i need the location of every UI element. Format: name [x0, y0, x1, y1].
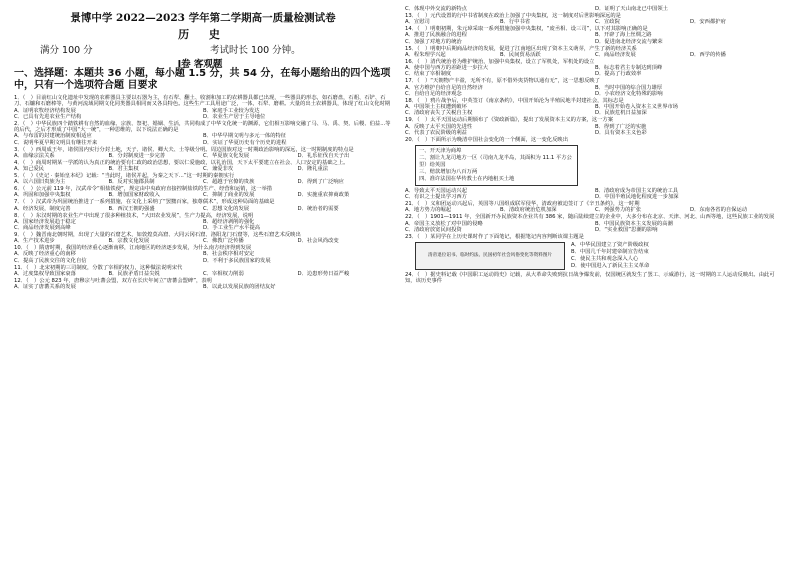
answer-option[interactable]: C．自给自足的经济观念	[405, 90, 462, 97]
answer-option[interactable]: C．宣政院	[595, 19, 620, 26]
answer-option[interactable]: C．列强势力的扩张	[595, 207, 642, 214]
question-item	[405, 59, 785, 78]
answer-options	[14, 153, 392, 159]
answer-option[interactable]: D．促进南北经济交流与繁荣	[595, 38, 663, 45]
question-stem: 4．（ ）商周时期某一学派的认为真正的统治要有仁政的政治思想，要以仁爱施政，以礼治国，天下太平要建立在社会、人口安定的基础之上。	[14, 159, 349, 166]
answer-option[interactable]: D．安西都护府	[690, 19, 726, 26]
answer-options	[14, 133, 392, 146]
answer-option[interactable]: B．宗教文化发展	[108, 238, 150, 245]
answer-option[interactable]: A．使中国与西方的差距进一步拉大	[405, 65, 489, 72]
answer-option[interactable]: D．不利于多民族国家的发展	[203, 257, 271, 264]
question-stem: 8．（ ）东汉时期的农业生产中出现了很多种植技术，“大田农业发展”，生产力提高，经济发展，说明	[14, 212, 254, 219]
answer-option[interactable]: B．分封制度进一步完善	[108, 152, 166, 159]
answer-option[interactable]: D．“实业救国”思潮的影响	[595, 226, 658, 233]
answer-option[interactable]: A．国家经济发展趋于稳定	[14, 218, 76, 225]
score-info: 满分 100 分	[40, 45, 93, 56]
answer-option[interactable]: A．地方势力的崛起	[405, 207, 451, 214]
question-stem: 13．（ ）元代设置的行中书省制度在政治上加强了中央集权，这一制度对后世影响深远的是	[405, 12, 621, 19]
answer-option[interactable]: D．实施重农抑商政策	[297, 192, 350, 199]
answer-option[interactable]: B．以此以发展民族的团结友好	[203, 284, 276, 291]
answer-option[interactable]: D．具有资本主义色彩	[595, 129, 647, 136]
question-item	[14, 245, 392, 264]
answer-option[interactable]: A．经济发展，制度完善	[14, 205, 71, 212]
answer-options	[405, 207, 785, 213]
answer-options	[405, 124, 785, 137]
question-item	[14, 278, 392, 291]
answer-options	[14, 219, 392, 232]
answer-option[interactable]: D．东南各省的自保运动	[690, 207, 748, 214]
answer-option[interactable]: A．巩固和加强中央集权	[14, 192, 71, 199]
question-item	[14, 213, 392, 232]
answer-option[interactable]: D．手工业生产水平提高	[203, 225, 261, 232]
question-stem: 19．（ ）太平天国运动后期颁布了《资政新篇》，提出了发展资本主义的方案，这一方案	[405, 117, 614, 124]
answer-options	[14, 192, 392, 198]
answer-option[interactable]: D．隆礼重法	[297, 166, 329, 173]
answer-option[interactable]: B．清政府成为帝国主义的统治工具	[595, 187, 679, 194]
answer-option[interactable]: D．使中国进入了新民主主义革命	[571, 263, 650, 270]
answer-options	[14, 238, 392, 244]
answer-option[interactable]: C．使民主共和观念深入人心	[571, 256, 639, 263]
answer-option[interactable]: C．有识之士提出学习西方	[405, 194, 467, 201]
answer-option[interactable]: A．官方维护自给自足的自然经济	[405, 84, 483, 91]
question-stem: 1．（ ）目前红山文化遗址中发现的农耕器具主要以石器为主，有石犁、翻土、收割和加工的农耕器具都已出现，一些器具的形态，如石磨盘，石耜、石铲、石刀、石镰和石磨棒等，与黄河流域同期文化同类器具相同而又各具特色。这些生产工具用途广泛，一体，石犁、磨耕。大量的出土农耕器具，体现了红山文化时期	[14, 95, 391, 108]
answer-option[interactable]: B．君主集权	[108, 166, 139, 173]
answer-option[interactable]: B．反对实施郡县制	[108, 179, 155, 186]
answer-option[interactable]: C．代表了农民阶级的利益	[405, 129, 467, 136]
answer-option[interactable]: A．帝国主义放松了对中国的侵略	[405, 220, 483, 227]
question-item	[405, 137, 785, 201]
answer-option[interactable]: D．边患形势日益严峻	[297, 270, 350, 277]
answer-options	[405, 65, 785, 78]
question-item	[405, 6, 785, 12]
treaty-term: 一、开天津为商埠	[419, 147, 462, 154]
answer-option[interactable]: B．得到了广泛的实施	[595, 123, 647, 130]
answer-option[interactable]: A．导致太平天国运动兴起	[405, 187, 467, 194]
question-item	[405, 201, 785, 214]
answer-option[interactable]: A．生产技术进步	[14, 238, 55, 245]
answer-option[interactable]: A．中华民国建立了资产阶级政权	[571, 242, 649, 249]
answer-option[interactable]: A．反映了太平天国的先进性	[405, 123, 473, 130]
answer-option[interactable]: B．中国开始卷入资本主义世界市场	[595, 104, 679, 111]
answer-options	[405, 52, 785, 58]
question-stem: 10．（ ）隋唐时期，我国的经济重心逐渐南移，江南地区的经济逐步发展，为什么南方经济得到发展	[14, 245, 252, 252]
answer-option[interactable]: A．以六国旧贵族为主	[14, 179, 66, 186]
question-stem: 24．（ ）据史料记载《中国职工运动简史》记载，从大革命失败到抗日战争爆发前，仅国统区就发生了罢工、示威游行，这一时期的工人运动反映出。由此可知，该历史事件	[405, 272, 775, 285]
question-item	[405, 214, 785, 233]
notes-figure-row	[415, 242, 785, 270]
question-item	[405, 46, 785, 59]
answer-option[interactable]: D．得到了广泛响应	[297, 179, 344, 186]
answer-option[interactable]: C．已具有先进农业生产结构	[14, 113, 82, 120]
question-item	[14, 121, 392, 146]
answer-option[interactable]: A．宣慰司	[405, 19, 430, 26]
question-item	[14, 173, 392, 186]
question-stem: 11．（ ）北宋初期的三司制度，分散了宰相的权力，这种做法说明宋代	[14, 264, 183, 271]
question-item	[14, 95, 392, 120]
answer-option[interactable]: D．农业生产居于主导地位	[203, 113, 266, 120]
question-item	[405, 26, 785, 45]
answer-option[interactable]: C．加强了对地方的统治	[405, 38, 462, 45]
answer-option[interactable]: B．社会秩序相对安定	[203, 251, 255, 258]
answer-options	[14, 166, 392, 172]
question-stem: 2．（ ）中华民族四个踏铁耕有自然的血缘、宗族、祭祀、婚姻、生活，共同构成了中华文化统一的渊源，它们相互影响交融了马、马、禹、契、后稷、伯益...等的后代，之后才形成了中国“大一统”，一种思维的，以下说法正确的是	[14, 120, 391, 134]
time-info: 考试时长 100 分钟。	[210, 45, 301, 56]
question-stem: 3．（ ）西周成王年，诸侯国内实行分封土地，天子、诸侯、卿大夫、士等级分明。周边国族对这一时期政治影响的深远，这一时期制度的特点是	[14, 146, 354, 153]
answer-option[interactable]: C．宰相权力削弱	[203, 270, 244, 277]
question-stem: 7．（ ）汉武帝为巩固统治推进了一系列措施，在文化上采纳了“罢黜百家，独尊儒术”，形成这种局面的基础是	[14, 199, 275, 206]
question-item	[405, 13, 785, 26]
question-item	[405, 78, 785, 97]
answer-option[interactable]: B．西汉王朝的强盛	[108, 205, 155, 212]
answer-options	[14, 179, 392, 185]
answer-option[interactable]: B．中华早期文明与多元一体的特征	[203, 133, 287, 140]
answer-option[interactable]: C．清政府丧失了关税自主权	[405, 110, 473, 117]
question-item	[14, 147, 392, 160]
treaty-term: 四、准许法国在华传教士在内地租买土地	[419, 175, 515, 182]
answer-option[interactable]: A．与布雷的封建统治制度相适应	[14, 133, 92, 140]
question-stem: 18．（ ）鸦片战争后，中英签订《南京条约》，中国开始沦为半殖民地半封建社会，其标志是	[405, 97, 624, 104]
answer-option[interactable]: C．抑制了商业的发展	[203, 192, 255, 199]
answer-options	[405, 188, 785, 201]
answer-options	[405, 6, 785, 12]
question-item	[14, 265, 392, 278]
answer-option[interactable]: D．民族危机日益加深	[595, 110, 647, 117]
answer-option[interactable]: C．提高了民族交往的文化自信	[14, 257, 87, 264]
answer-option[interactable]: C．超越于官僚的贵族	[203, 179, 255, 186]
answer-option[interactable]: C．说明华夏早期文明具有继往开来	[14, 139, 98, 146]
question-item	[14, 160, 392, 173]
question-item	[405, 272, 785, 285]
question-item	[405, 98, 785, 117]
answer-option[interactable]: B．行中书省	[500, 19, 531, 26]
treaty-term: 二、割让九龙司地方一区（司南九龙半岛，其面积为 11.1 平方公里）给英国	[419, 154, 572, 168]
answer-option[interactable]: C．结束了宰相制度	[405, 71, 452, 78]
question-stem: 23．（ ）某同学在上历史课时作了下面笔记，根据笔记内容判断该课主题是	[405, 233, 584, 240]
answer-option[interactable]: A．血缘宗法关系	[14, 152, 55, 159]
answer-option[interactable]: D．证明了天山南北已中国领土	[595, 6, 668, 12]
answer-option[interactable]: B．开辟了海上丝绸之路	[595, 32, 652, 39]
question-stem: 9．（ ）魏晋南北朝时期，出现了大量的石窟艺术，如敦煌莫高窟、大同云冈石窟、洛阳龙门石窟等，这些石窟艺术反映出	[14, 231, 301, 238]
part-heading: Ⅰ卷 客观题	[177, 59, 223, 70]
answer-option[interactable]: A．反映了经济重心的南移	[14, 251, 76, 258]
answer-options	[14, 251, 392, 264]
question-stem: 22．（ ）1901—1911 年，全国新开办民族资本企业共有 386 家，随后陆续建立的企业中，大多分布在北京、天津、河北、山西等地，这些民族工业的发展	[405, 214, 775, 221]
question-stem: 5．（ ）《史记 · 秦始皇本纪》记载：“当此时，诸侯并起，为秦之天下...”这一时期的秦朝实行	[14, 172, 235, 179]
answer-option[interactable]: B．标志着君主专制达到顶峰	[595, 65, 663, 72]
question-stem: 12．（ ）公元 823 年，唐穆宗与吐蕃会盟，双方在长庆年间立“唐蕃会盟碑”，表明	[14, 277, 212, 284]
answer-option[interactable]: A．程朱理学兴起	[405, 51, 446, 58]
question-stem: 14．（ ）明朝初期，朱元璋采取一系列措施加强中央集权，“废丞相、设三司”，以下对其影响正确的是	[405, 26, 648, 33]
treaty-terms-box	[415, 145, 578, 186]
answer-option[interactable]: C．商品经济发展到高峰	[14, 225, 71, 232]
answer-option[interactable]: C．兼爱非攻	[203, 166, 234, 173]
answer-option[interactable]: B．家庭手工业较为发达	[203, 107, 260, 114]
answer-option[interactable]: C．华夏族文化发展	[203, 152, 250, 159]
answer-option[interactable]: B．中国几千年封建帝制宣告结束	[571, 249, 649, 256]
answer-options	[14, 271, 392, 277]
answer-options	[14, 284, 392, 290]
question-stem: 20．（ ）下面所示为晚清中国社会变化的一个侧面，这一变化反映出	[405, 136, 568, 143]
answer-option[interactable]: D．统治者的需要	[297, 205, 339, 212]
answer-options	[405, 104, 785, 117]
question-item	[405, 234, 785, 270]
answer-option[interactable]: A．过度集权导致国家衰落	[14, 270, 76, 277]
right-question-list	[405, 6, 785, 285]
answer-option[interactable]: B．当时中国的综合国力雄厚	[595, 84, 663, 91]
question-item	[405, 117, 785, 136]
answer-option[interactable]: C．商品经济发展	[595, 51, 636, 58]
answer-options	[14, 206, 392, 212]
subject-label: 历 史	[178, 28, 228, 41]
answer-options	[405, 85, 785, 98]
answer-option[interactable]: A．中国领土主权遭到破坏	[405, 104, 467, 111]
answer-option[interactable]: A．证明农牧经济结构发展	[14, 107, 76, 114]
answer-option[interactable]: D．小农经济文化特殊的影响	[595, 90, 663, 97]
question-stem: 17．（ ）“天朝物产丰盈，无所不有，原不借外夷货物以通有无”，这一思想反映了	[405, 78, 600, 85]
question-item	[14, 232, 392, 245]
answer-option[interactable]: D．中国半殖民地化程度进一步加深	[595, 194, 679, 201]
treaty-term: 三、赔款增加为八百万两	[419, 168, 478, 175]
answer-option[interactable]: D．提高了行政效率	[595, 71, 642, 78]
question-item	[14, 199, 392, 212]
answer-option[interactable]: C．佛教广泛传播	[203, 238, 244, 245]
answer-options	[405, 19, 785, 25]
answer-option[interactable]: D．实证了华夏历史有个历史的进程	[203, 139, 287, 146]
answer-option[interactable]: A．证实了唐蕃关系的发展	[14, 284, 76, 291]
answer-option[interactable]: D．礼乐征伐自天子出	[297, 152, 350, 159]
answer-option[interactable]: D．社会风尚改变	[297, 238, 339, 245]
question-stem: 21．（ ）义和团运动兴起后，英国等八国组成联军侵华，清政府被迫签订了《辛丑条约》，这一时期	[405, 201, 640, 208]
answer-option[interactable]: C．体现中外交流的新特点	[405, 6, 467, 12]
answer-option[interactable]: B．增加国家财政收入	[108, 192, 160, 199]
instructions: 一、选择题：本题共 36 小题，每小题 1.5 分，共 54 分，在每小题给出的四个选项中，只有一个选项符合题 目要求	[14, 68, 391, 91]
answer-options	[405, 32, 785, 45]
question-stem: 6．（ ）公元前 119 年，汉武帝令“相盐铁使”，规定由中央政府直接控制盐铁的生产、经营和运销，这一举措	[14, 186, 273, 193]
question-stem: 15．（ ）明朝中后期商品经济的发展，促进了江南地区出现了资本主义萌芽，产生了新的经济关系	[405, 45, 637, 52]
answer-options	[405, 221, 785, 234]
left-question-list	[14, 95, 392, 291]
exam-title: 景博中学 2022—2023 学年第二学期高一质量检测试卷	[70, 12, 336, 24]
answer-option[interactable]: B．民族矛盾日益尖锐	[108, 270, 160, 277]
answer-option[interactable]: B．清政府统治危机加深	[500, 207, 557, 214]
answer-options	[14, 108, 392, 121]
answer-option[interactable]: D．西学的传播	[690, 51, 726, 58]
answer-option[interactable]: A．推进了民族融合的进程	[405, 32, 467, 39]
question-item	[14, 186, 392, 199]
answer-options	[571, 242, 649, 270]
answer-option[interactable]: B．中国民族资本主义发展的高潮	[595, 220, 673, 227]
answer-option[interactable]: C．思想文化的发展	[203, 205, 250, 212]
question-stem: 16．（ ）清代统治者为维护统治，加强中央集权，设立了军机处，军机处的设立	[405, 58, 595, 65]
answer-option[interactable]: A．知己爱民	[14, 166, 45, 173]
answer-option[interactable]: B．超经济剥削的强化	[203, 218, 255, 225]
answer-option[interactable]: C．清政府放宽民间投资	[405, 226, 462, 233]
notes-image: 清帝退位诏书、临时约法、民国初年社会风俗变化等资料图片	[415, 242, 565, 270]
answer-option[interactable]: B．民间贸易活跃	[500, 51, 541, 58]
